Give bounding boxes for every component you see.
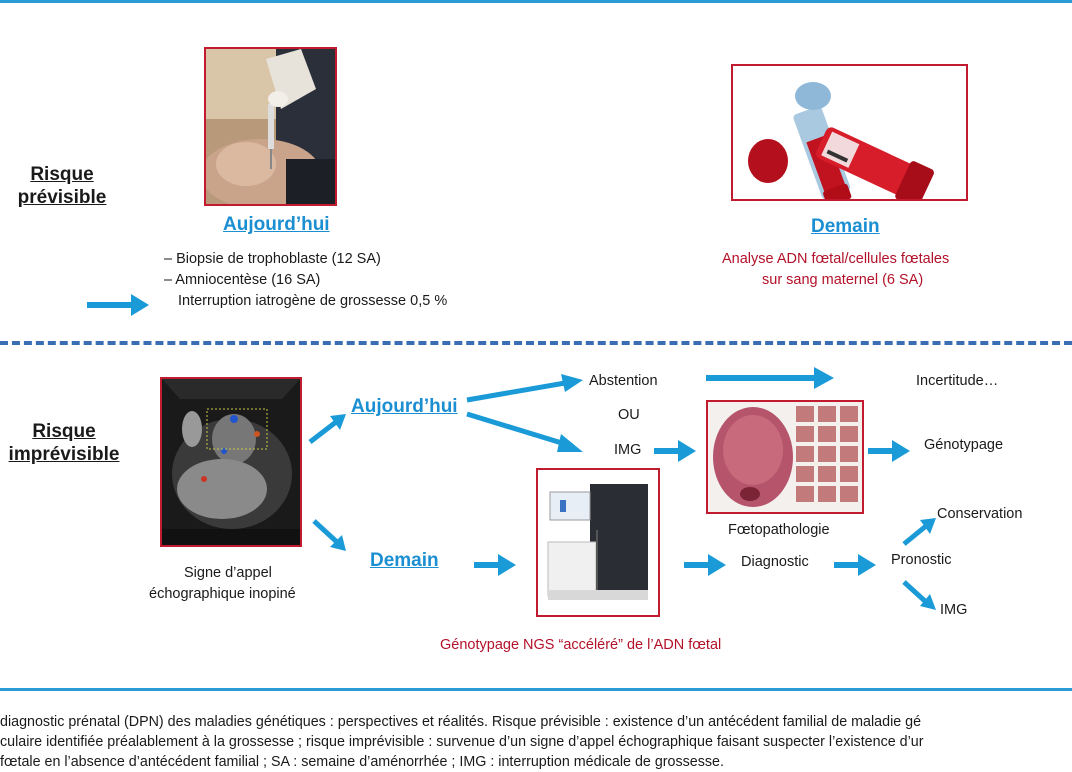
blood-tubes-photo xyxy=(731,64,968,201)
top-left-arrow xyxy=(87,292,151,318)
img2-label: IMG xyxy=(940,602,968,618)
diagnostic-label: Diagnostic xyxy=(741,554,809,570)
arrow-img-to-foetopathology xyxy=(654,438,698,464)
section-divider xyxy=(0,341,1072,345)
arrow-abstention-to-incertitude xyxy=(706,366,836,390)
abstention-label: Abstention xyxy=(589,373,658,389)
arrow-to-abstention xyxy=(465,372,585,404)
risk-imprevisible-line1: Risque xyxy=(32,421,96,442)
foetopathology-photo xyxy=(706,400,864,514)
top-tomorrow-link[interactable]: Demain xyxy=(811,216,880,237)
arrow-to-today xyxy=(306,410,350,446)
risk-imprevisible-label xyxy=(2,420,126,466)
biopsy-item: – Biopsie de trophoblaste (12 SA) xyxy=(164,251,381,267)
risk-previsible-label xyxy=(12,163,112,209)
figure-caption xyxy=(0,712,1072,772)
ou-label: OU xyxy=(618,407,640,423)
risk-previsible-line1: Risque xyxy=(30,164,94,185)
bottom-tomorrow-link[interactable]: Demain xyxy=(370,550,439,571)
bottom-today-link[interactable]: Aujourd’hui xyxy=(351,396,458,417)
arrow-tomorrow-to-ngs xyxy=(474,552,518,578)
incertitude-label: Incertitude… xyxy=(916,373,999,389)
arrow-to-img2 xyxy=(900,578,940,614)
top-today-link[interactable]: Aujourd’hui xyxy=(223,214,330,235)
arrow-to-tomorrow xyxy=(310,517,350,553)
risk-previsible-line2: prévisible xyxy=(17,187,107,208)
ngs-sequencer-photo xyxy=(536,468,660,617)
arrow-ngs-to-diagnostic xyxy=(684,552,728,578)
genotypage-label: Génotypage xyxy=(924,437,1004,453)
caption-line2: culaire identifiée préalablement à la grossesse ; risque imprévisible : survenue d’un signe d’appel échographique faisant suspecter l’existence d’ur xyxy=(0,734,924,750)
ultrasound-image xyxy=(160,377,302,547)
arrow-to-img xyxy=(465,410,585,458)
amniocentesis-photo xyxy=(204,47,337,206)
conservation-label: Conservation xyxy=(937,506,1023,522)
caption-line3: fœtale en l’absence d’antécédent familial ; SA : semaine d’aménorrhée ; IMG : interruption médicale de grossesse. xyxy=(0,754,724,770)
foetopathology-label: Fœtopathologie xyxy=(728,522,830,538)
caption-line1: diagnostic prénatal (DPN) des maladies génétiques : perspectives et réalités. Risque prévisible : existence d’un antécédent familial de maladie gé xyxy=(0,714,922,730)
risk-imprevisible-line2: imprévisible xyxy=(8,444,120,465)
arrow-to-conservation xyxy=(900,512,940,548)
pronostic-label: Pronostic xyxy=(891,552,952,568)
sign-line1: Signe d’appel xyxy=(184,565,272,581)
img-label: IMG xyxy=(614,442,642,458)
tomorrow-line2: sur sang maternel (6 SA) xyxy=(762,272,924,288)
arrow-diagnostic-to-pronostic xyxy=(834,552,878,578)
tomorrow-line1: Analyse ADN fœtal/cellules fœtales xyxy=(722,251,950,267)
bottom-rule xyxy=(0,688,1072,691)
sign-line2: échographique inopiné xyxy=(149,586,296,602)
top-rule xyxy=(0,0,1072,3)
iatrogenic-item: Interruption iatrogène de grossesse 0,5 % xyxy=(178,293,448,309)
arrow-to-genotypage xyxy=(868,438,912,464)
ngs-caption: Génotypage NGS “accéléré” de l’ADN fœtal xyxy=(440,637,722,653)
amniocentesis-item: – Amniocentèse (16 SA) xyxy=(164,272,321,288)
